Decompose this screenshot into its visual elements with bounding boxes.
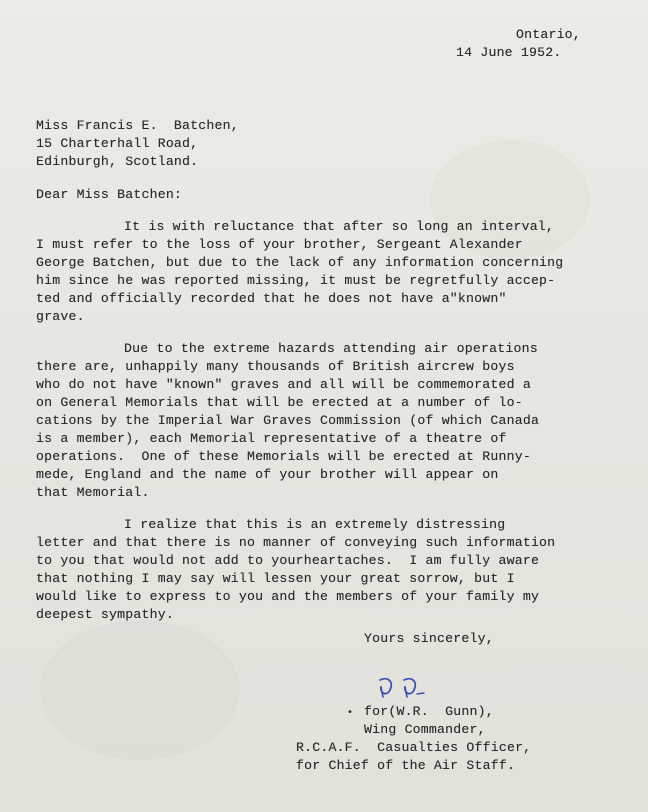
paragraph-3-line: letter and that there is no manner of conveying such information (36, 535, 556, 550)
paragraph-2-line: that Memorial. (36, 485, 150, 500)
addressee-line: 15 Charterhall Road, (36, 136, 199, 151)
paragraph-2-line: who do not have "known" graves and all will be commemorated a (36, 377, 531, 392)
salutation: Dear Miss Batchen: (36, 187, 183, 202)
paragraph-2-line: Due to the extreme hazards attending air operations (124, 341, 538, 356)
paragraph-2-line: mede, England and the name of your brother will appear on (36, 467, 499, 482)
closing: Yours sincerely, (364, 631, 494, 646)
paper-stain (40, 620, 240, 760)
addressee-line: Edinburgh, Scotland. (36, 154, 199, 169)
signature-line: for(W.R. Gunn), (364, 704, 494, 719)
paragraph-2-line: is a member), each Memorial representative of a theatre of (36, 431, 507, 446)
paragraph-1-line: George Batchen, but due to the lack of any information concerning (36, 255, 564, 270)
paragraph-3-line: I realize that this is an extremely distressing (124, 517, 506, 532)
date-line: 14 June 1952. (456, 45, 562, 60)
addressee-line: Miss Francis E. Batchen, (36, 118, 239, 133)
bullet-mark: • (347, 707, 354, 718)
paragraph-1-line: It is with reluctance that after so long an interval, (124, 219, 555, 234)
paragraph-1-line: ted and officially recorded that he does not have a"known" (36, 291, 507, 306)
paragraph-2-line: cations by the Imperial War Graves Commission (of which Canada (36, 413, 540, 428)
paragraph-3-line: deepest sympathy. (36, 607, 174, 622)
paragraph-2-line: operations. One of these Memorials will be erected at Runny- (36, 449, 531, 464)
paragraph-2-line: on General Memorials that will be erected at a number of lo- (36, 395, 523, 410)
paragraph-3-line: would like to express to you and the members of your family my (36, 589, 540, 604)
signature-line: Wing Commander, (364, 722, 486, 737)
paragraph-1-line: I must refer to the loss of your brother, Sergeant Alexander (36, 237, 523, 252)
signature-line: R.C.A.F. Casualties Officer, (296, 740, 532, 755)
paragraph-3-line: to you that would not add to yourheartaches. I am fully aware (36, 553, 540, 568)
paragraph-2-line: there are, unhappily many thousands of British aircrew boys (36, 359, 515, 374)
paragraph-1-line: grave. (36, 309, 85, 324)
signature-line: for Chief of the Air Staff. (296, 758, 516, 773)
handwritten-signature (374, 674, 434, 700)
paragraph-1-line: him since he was reported missing, it must be regretfully accep- (36, 273, 556, 288)
paragraph-3-line: that nothing I may say will lessen your great sorrow, but I (36, 571, 515, 586)
place-line: Ontario, (516, 27, 581, 42)
